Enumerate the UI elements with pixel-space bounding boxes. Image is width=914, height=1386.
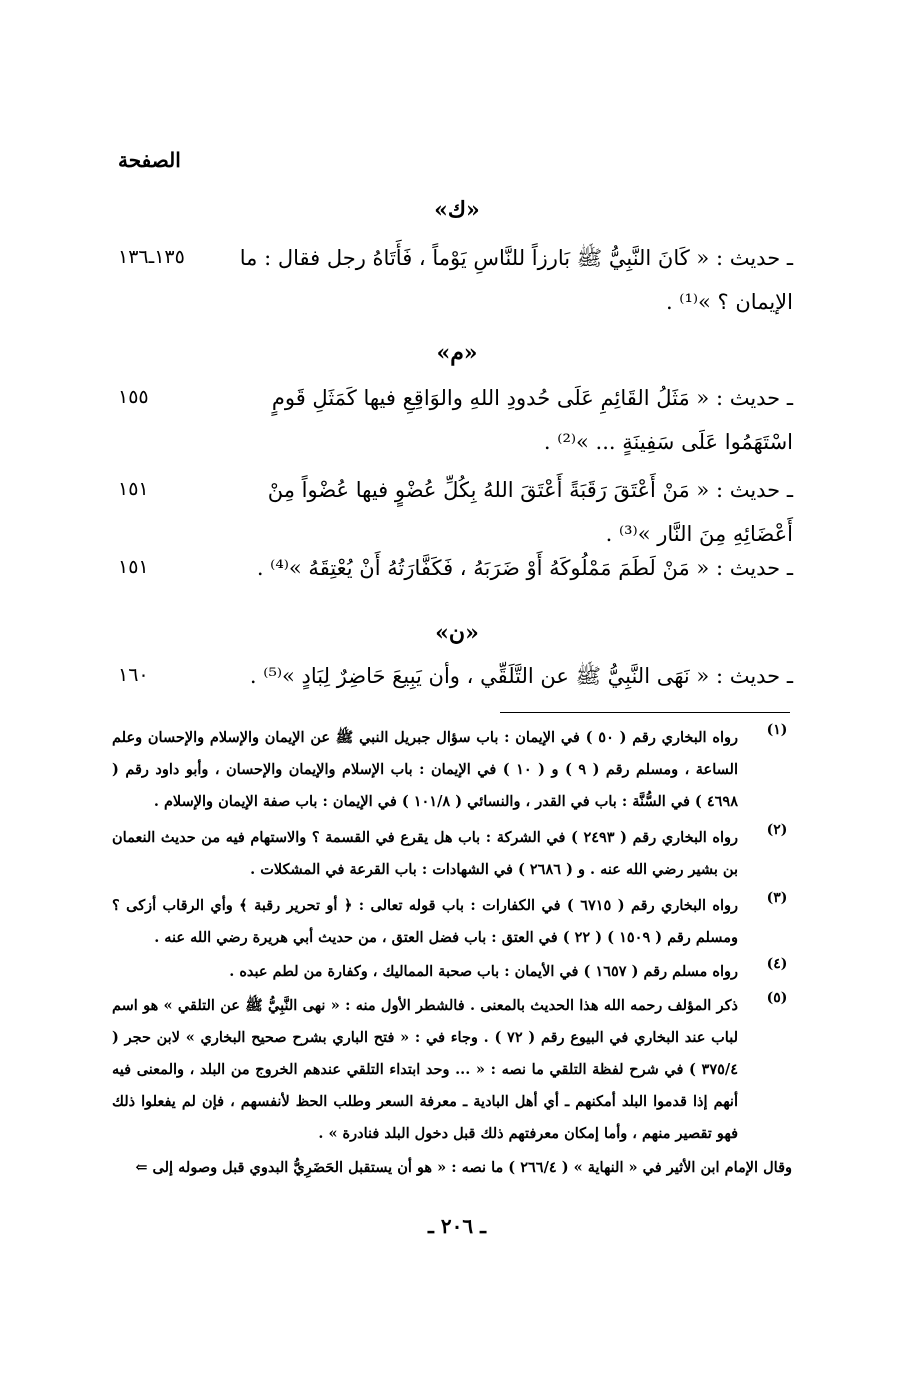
- footnote: [112, 890, 792, 954]
- footnote-separator: [500, 712, 790, 713]
- footnote: [112, 722, 792, 818]
- footnote: [112, 990, 792, 1150]
- footnote-text: وقال الإمام ابن الأثير في « النهاية » ( ٢٦٦/٤ ) ما نصه : « هو أن يستقبل الحَضَرِيُّ البدوي قبل وصوله إلى ⇐: [135, 1159, 792, 1176]
- hadith-text: ـ حديث : « نَهَى النَّبِيُّ ﷺ عن التَّلَقِّي ، وأن يَبِيعَ حَاضِرٌ لِبَادٍ »⁽⁵⁾ .: [249, 664, 793, 688]
- hadith-entry: [108, 654, 793, 698]
- footnote-text: رواه البخاري رقم ( ٦٧١٥ ) في الكفارات : باب قوله تعالى : ﴿ أو تحرير رقبة ﴾ وأي الرقاب أزكى ؟ ومسلم رقم ( ١٥٠٩ ) ( ٢٢ ) في العتق : باب فضل العتق ، من حديث أبي هريرة رضي الله عنه .: [112, 897, 739, 946]
- hadith-entry: [108, 376, 793, 466]
- page-reference: ١٥١: [118, 556, 149, 578]
- page-number: ـ ٢٠٦ ـ: [428, 1214, 486, 1238]
- page-reference: ١٥١: [118, 478, 149, 500]
- footnote: [112, 822, 792, 886]
- footnote-number: (٥): [766, 990, 788, 1006]
- section-heading-kaf: «ك»: [434, 197, 480, 223]
- footnote-text: رواه البخاري رقم ( ٢٤٩٣ ) في الشركة : باب هل يقرع في القسمة ؟ والاستهام فيه من حديث النعمان بن بشير رضي الله عنه . و ( ٢٦٨٦ ) في الشهادات : باب القرعة في المشكلات .: [112, 829, 738, 878]
- hadith-text: ـ حديث : « مَنْ لَطَمَ مَمْلُوكَهُ أَوْ ضَرَبَهُ ، فَكَفَّارَتُهُ أَنْ يُعْتِقَهُ »⁽⁴⁾ .: [256, 556, 793, 580]
- footnote-number: (١): [766, 722, 788, 738]
- page-reference: ١٥٥: [118, 386, 149, 408]
- section-heading-nun: «ن»: [435, 620, 479, 646]
- hadith-entry: [108, 236, 793, 326]
- footnote: [112, 956, 792, 988]
- footnote-number: (٤): [766, 956, 788, 972]
- hadith-entry: [108, 468, 793, 558]
- page-reference: ١٦٠: [118, 664, 149, 686]
- footnote-number: (٣): [766, 890, 788, 906]
- section-heading-mim: «م»: [436, 340, 478, 366]
- footnote-text: ذكر المؤلف رحمه الله هذا الحديث بالمعنى . فالشطر الأول منه : « نهى النَّبِيُّ ﷺ عن التلقي » هو اسم لباب عند البخاري في البيوع رقم ( ٧٢ ) . وجاء في : « فتح الباري بشرح صحيح البخاري » لابن حجر ( ٣٧٥/٤ ) في شرح لفظة التلقي ما نصه : « ... وحد ابتداء التلقي عندهم الخروج من البلد ، والمعنى فيه أنهم إذا قدموا البلد أمكنهم ـ أي أهل البادية ـ معرفة السعر وطلب الحظ لأنفسهم ، فإن لم يفعلوا ذلك فهو تقصير منهم ، وأما إمكان معرفتهم ذلك قبل دخول البلد فنادرة » .: [112, 997, 738, 1142]
- hadith-entry: [108, 546, 793, 590]
- hadith-text: ـ حديث : « كَانَ النَّبِيُّ ﷺ بَارزاً للنَّاسِ يَوْماً ، فَأَتَاهُ رجل فقال : ما الإيمان ؟ »⁽¹⁾ .: [239, 246, 793, 314]
- footnote-number: (٢): [766, 822, 788, 838]
- hadith-text: ـ حديث : « مَثَلُ القَائِمِ عَلَى حُدودِ اللهِ والوَاقِعِ فيها كَمَثَلِ قَومٍ اسْتَهَمُوا عَلَى سَفِينَةٍ ... »⁽²⁾ .: [271, 386, 793, 454]
- footnote-text: رواه البخاري رقم ( ٥٠ ) في الإيمان : باب سؤال جبريل النبي ﷺ عن الإيمان والإسلام والإحسان وعلم الساعة ، ومسلم رقم ( ٩ ) و ( ١٠ ) في الإيمان : باب الإسلام والإيمان والإحسان ، وأبو داود رقم ( ٤٦٩٨ ) في السُّنَّة : باب في القدر ، والنسائي ( ١٠١/٨ ) في الإيمان : باب صفة الإيمان والإسلام .: [112, 729, 739, 810]
- hadith-text: ـ حديث : « مَنْ أَعْتَقَ رَقَبَةً أَعْتَقَ اللهُ بِكُلِّ عُضْوٍ فيها عُضْواً مِنْ أَعْضَائِهِ مِنَ النَّار »⁽³⁾ .: [267, 478, 793, 546]
- page-reference: ١٣٥ـ١٣٦: [118, 246, 185, 268]
- footnote-text: رواه مسلم رقم ( ١٦٥٧ ) في الأيمان : باب صحبة المماليك ، وكفارة من لطم عبده .: [229, 963, 738, 980]
- page-column-label: الصفحة: [118, 148, 181, 172]
- footnote-continuation: [112, 1152, 792, 1184]
